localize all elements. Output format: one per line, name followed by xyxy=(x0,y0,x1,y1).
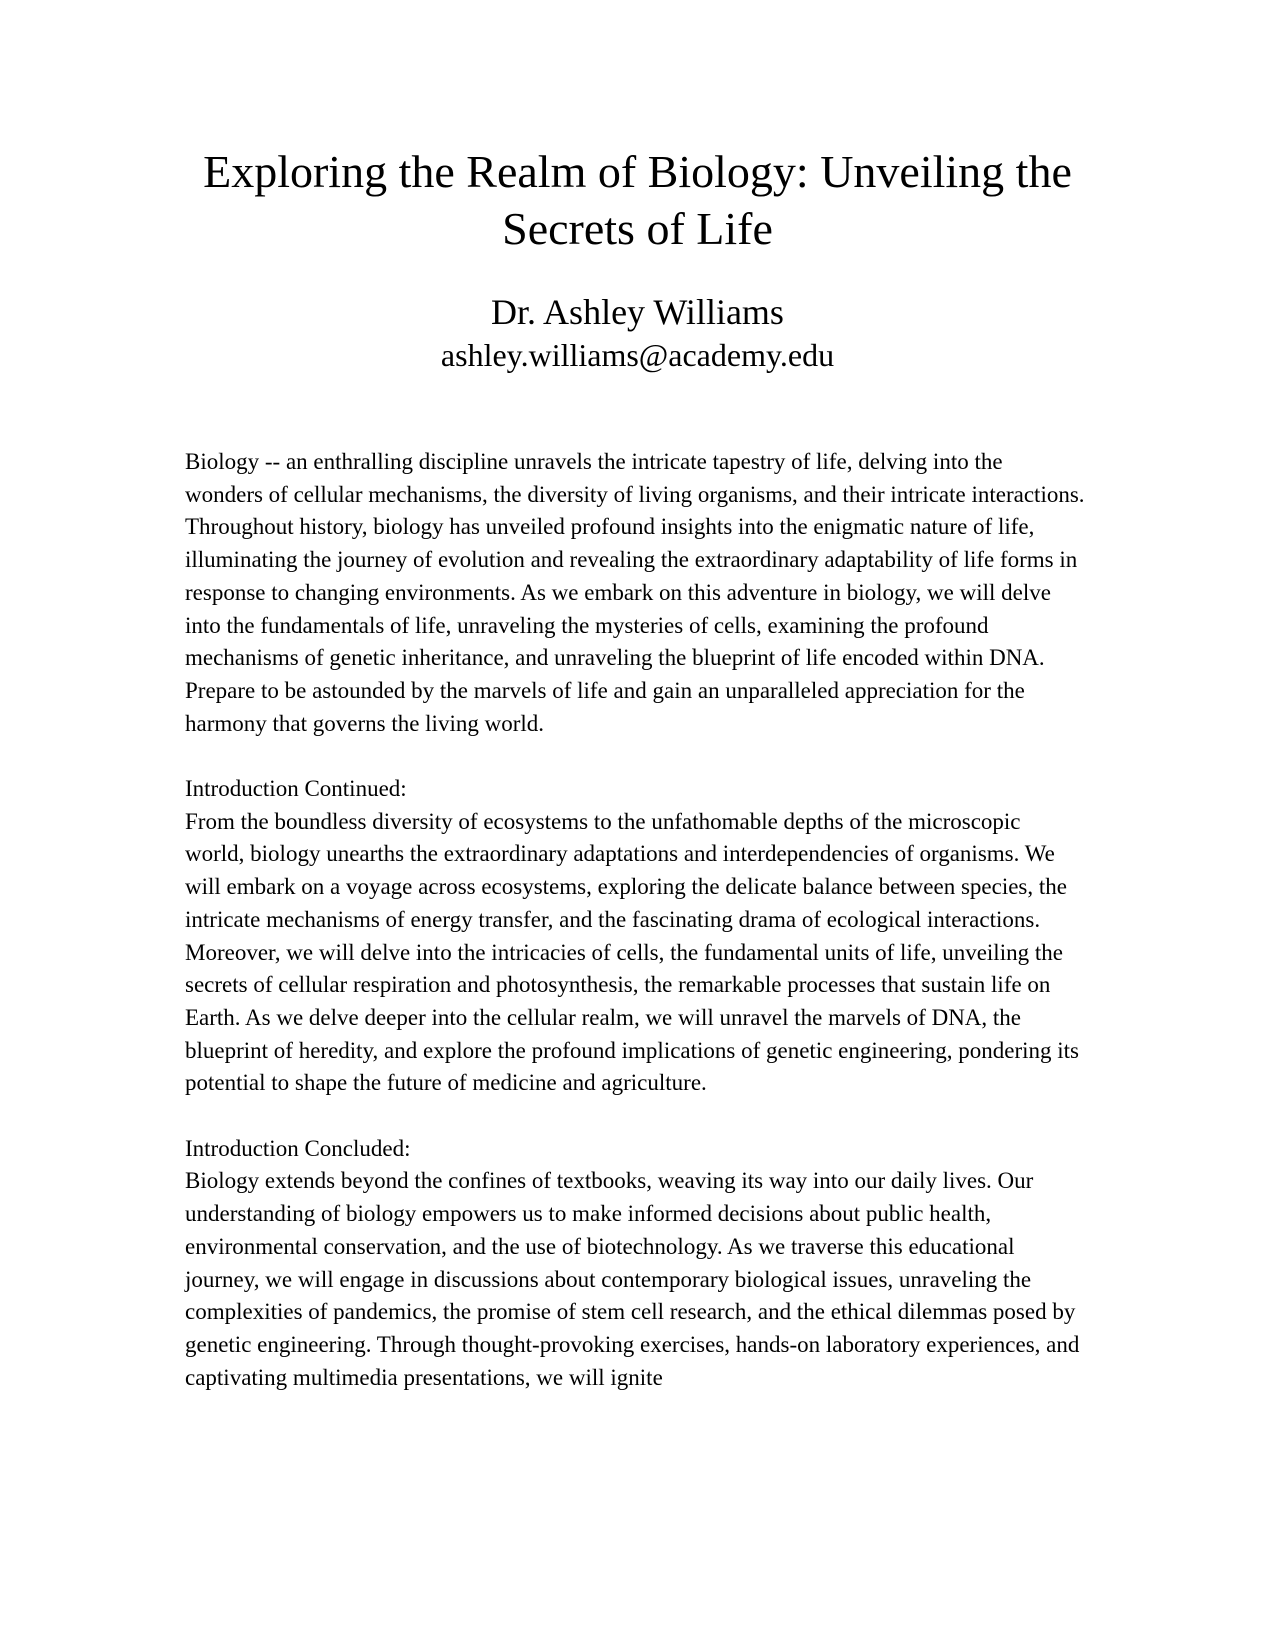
document-body xyxy=(185,446,1085,1394)
author-email: ashley.williams@academy.edu xyxy=(440,337,835,373)
continued-paragraph: From the boundless diversity of ecosystems to the unfathomable depths of the microscopic world, biology unearths the extraordinary adaptations and interdependencies of organisms. We will embark on a voyage across ecosystems, exploring the delicate balance between species, the intricate mechanisms of energy transfer, and the fascinating drama of ecological interactions. Moreover, we will delve into the intricacies of cells, the fundamental units of life, unveiling the secrets of cellular respiration and photosynthesis, the remarkable processes that sustain life on Earth. As we delve deeper into the cellular realm, we will unravel the marvels of DNA, the blueprint of heredity, and explore the profound implications of genetic engineering, pondering its potential to shape the future of medicine and agriculture. xyxy=(185,808,1079,1096)
intro-paragraph: Biology -- an enthralling discipline unravels the intricate tapestry of life, delving into the wonders of cellular mechanisms, the diversity of living organisms, and their intricate interactions. Throughout history, biology has unveiled profound insights into the enigmatic nature of life, illuminating the journey of evolution and revealing the extraordinary adaptability of life forms in response to changing environments. As we embark on this adventure in biology, we will delve into the fundamentals of life, unraveling the mysteries of cells, examining the profound mechanisms of genetic inheritance, and unraveling the blueprint of life encoded within DNA. Prepare to be astounded by the marvels of life and gain an unparalleled appreciation for the harmony that governs the living world. xyxy=(185,449,1085,736)
section-heading-continued: Introduction Continued: xyxy=(185,776,407,802)
author-name: Dr. Ashley Williams xyxy=(491,292,784,332)
title-line-1: Exploring the Realm of Biology: Unveiling the xyxy=(203,146,1072,197)
paragraph-spacer xyxy=(185,1100,1085,1133)
document-title xyxy=(150,143,1125,257)
paragraph-spacer xyxy=(185,740,1085,773)
title-line-2: Secrets of Life xyxy=(502,203,773,254)
section-heading-concluded: Introduction Concluded: xyxy=(185,1135,411,1161)
concluded-paragraph: Biology extends beyond the confines of textbooks, weaving its way into our daily lives. Our understanding of biology empowers us to make informed decisions about public health, environmental conservation, and the use of biotechnology. As we traverse this educational journey, we will engage in discussions about contemporary biological issues, unraveling the complexities of pandemics, the promise of stem cell research, and the ethical dilemmas posed by genetic engineering. Through thought-provoking exercises, hands-on laboratory experiences, and captivating multimedia presentations, we will ignite xyxy=(185,1168,1080,1390)
